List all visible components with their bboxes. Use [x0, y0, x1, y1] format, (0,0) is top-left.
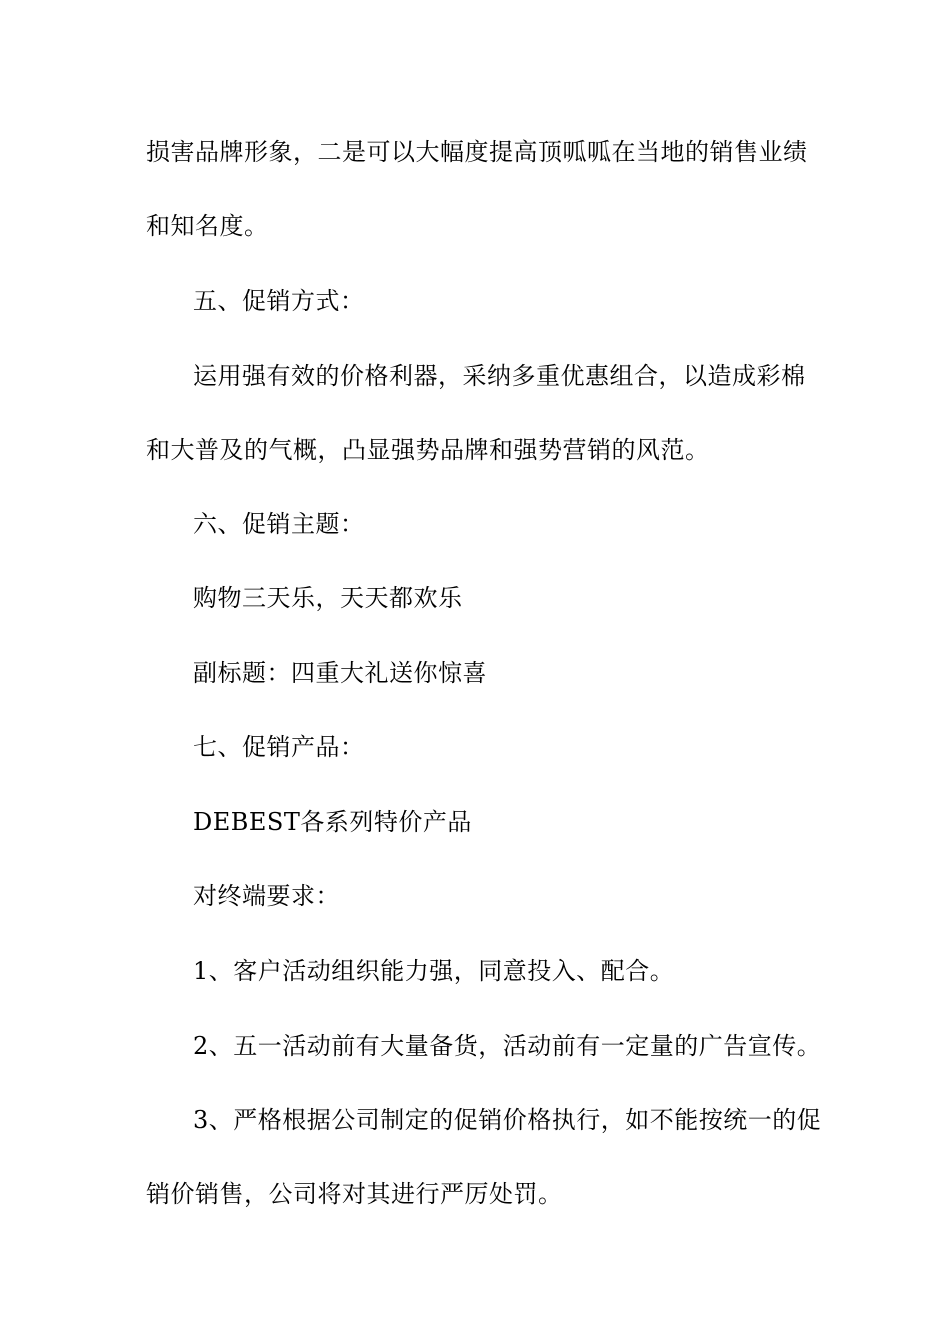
section-heading-promotion-method: 五、促销方式：: [193, 287, 365, 315]
body-text-line: 损害品牌形象，二是可以大幅度提高顶呱呱在当地的销售业绩: [146, 138, 808, 166]
body-text-line: 销价销售，公司将对其进行严厉处罚。: [146, 1180, 563, 1208]
products-text: DEBEST各系列特价产品: [193, 808, 472, 836]
requirement-item: 3、严格根据公司制定的促销价格执行，如不能按统一的促: [193, 1106, 822, 1134]
theme-text: 购物三天乐，天天都欢乐: [193, 584, 463, 612]
body-text-line: 和知名度。: [146, 212, 269, 240]
terminal-requirements-heading: 对终端要求：: [193, 882, 340, 910]
subtitle-text: 副标题：四重大礼送你惊喜: [193, 659, 487, 687]
section-heading-promotion-products: 七、促销产品：: [193, 733, 365, 761]
section-heading-promotion-theme: 六、促销主题：: [193, 510, 365, 538]
requirement-item: 2、五一活动前有大量备货，活动前有一定量的广告宣传。: [193, 1032, 822, 1060]
requirement-item: 1、客户活动组织能力强，同意投入、配合。: [193, 957, 675, 985]
body-text-line: 和大普及的气概，凸显强势品牌和强势营销的风范。: [146, 436, 710, 464]
body-text-line: 运用强有效的价格利器，采纳多重优惠组合，以造成彩棉: [193, 362, 806, 390]
